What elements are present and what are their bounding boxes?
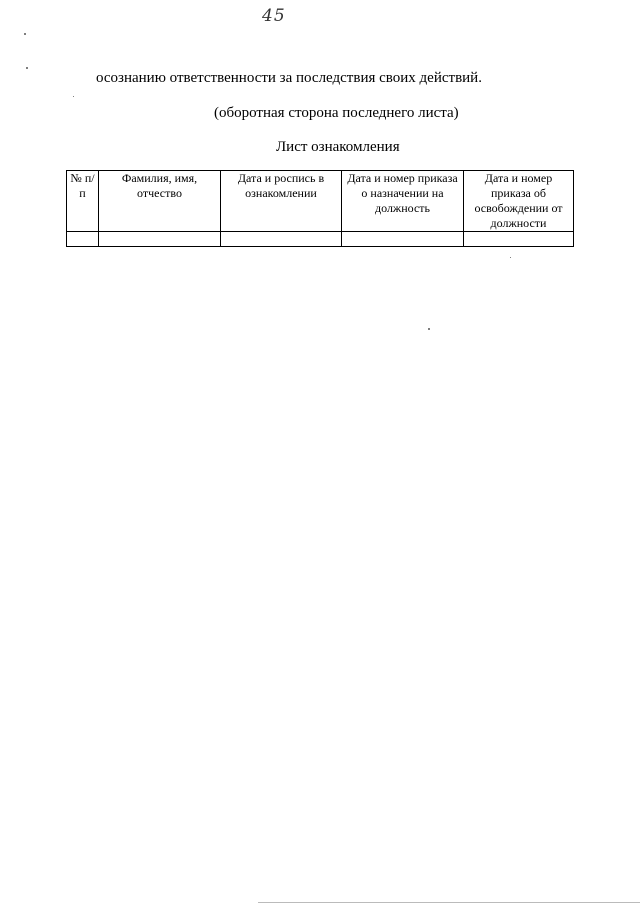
header-appointment-order: Дата и номер приказа о назначении на должность [342,171,464,232]
header-acquaintance-date-signature: Дата и роспись в ознакомлении [221,171,342,232]
body-text-continuation: осознанию ответственности за последствия своих действий. [96,70,482,86]
table-cell [67,232,99,247]
page-number: 45 [262,6,286,26]
table-cell [99,232,221,247]
table-cell [342,232,464,247]
scan-speck [510,257,511,258]
reverse-side-note: (оборотная сторона последнего листа) [214,105,459,121]
table-cell [464,232,574,247]
acquaintance-sheet-title: Лист ознакомления [276,139,400,155]
header-dismissal-order: Дата и номер приказа об освобождении от должности [464,171,574,232]
table-header-row [67,171,574,232]
scan-speck [428,328,430,330]
scan-speck [24,33,26,35]
acquaintance-table [66,170,574,247]
header-number: № п/п [67,171,99,232]
scan-edge-line [258,902,640,903]
table-cell [221,232,342,247]
scan-speck [26,67,28,69]
table-row [67,232,574,247]
scan-speck [73,96,74,97]
header-full-name: Фамилия, имя, отчество [99,171,221,232]
